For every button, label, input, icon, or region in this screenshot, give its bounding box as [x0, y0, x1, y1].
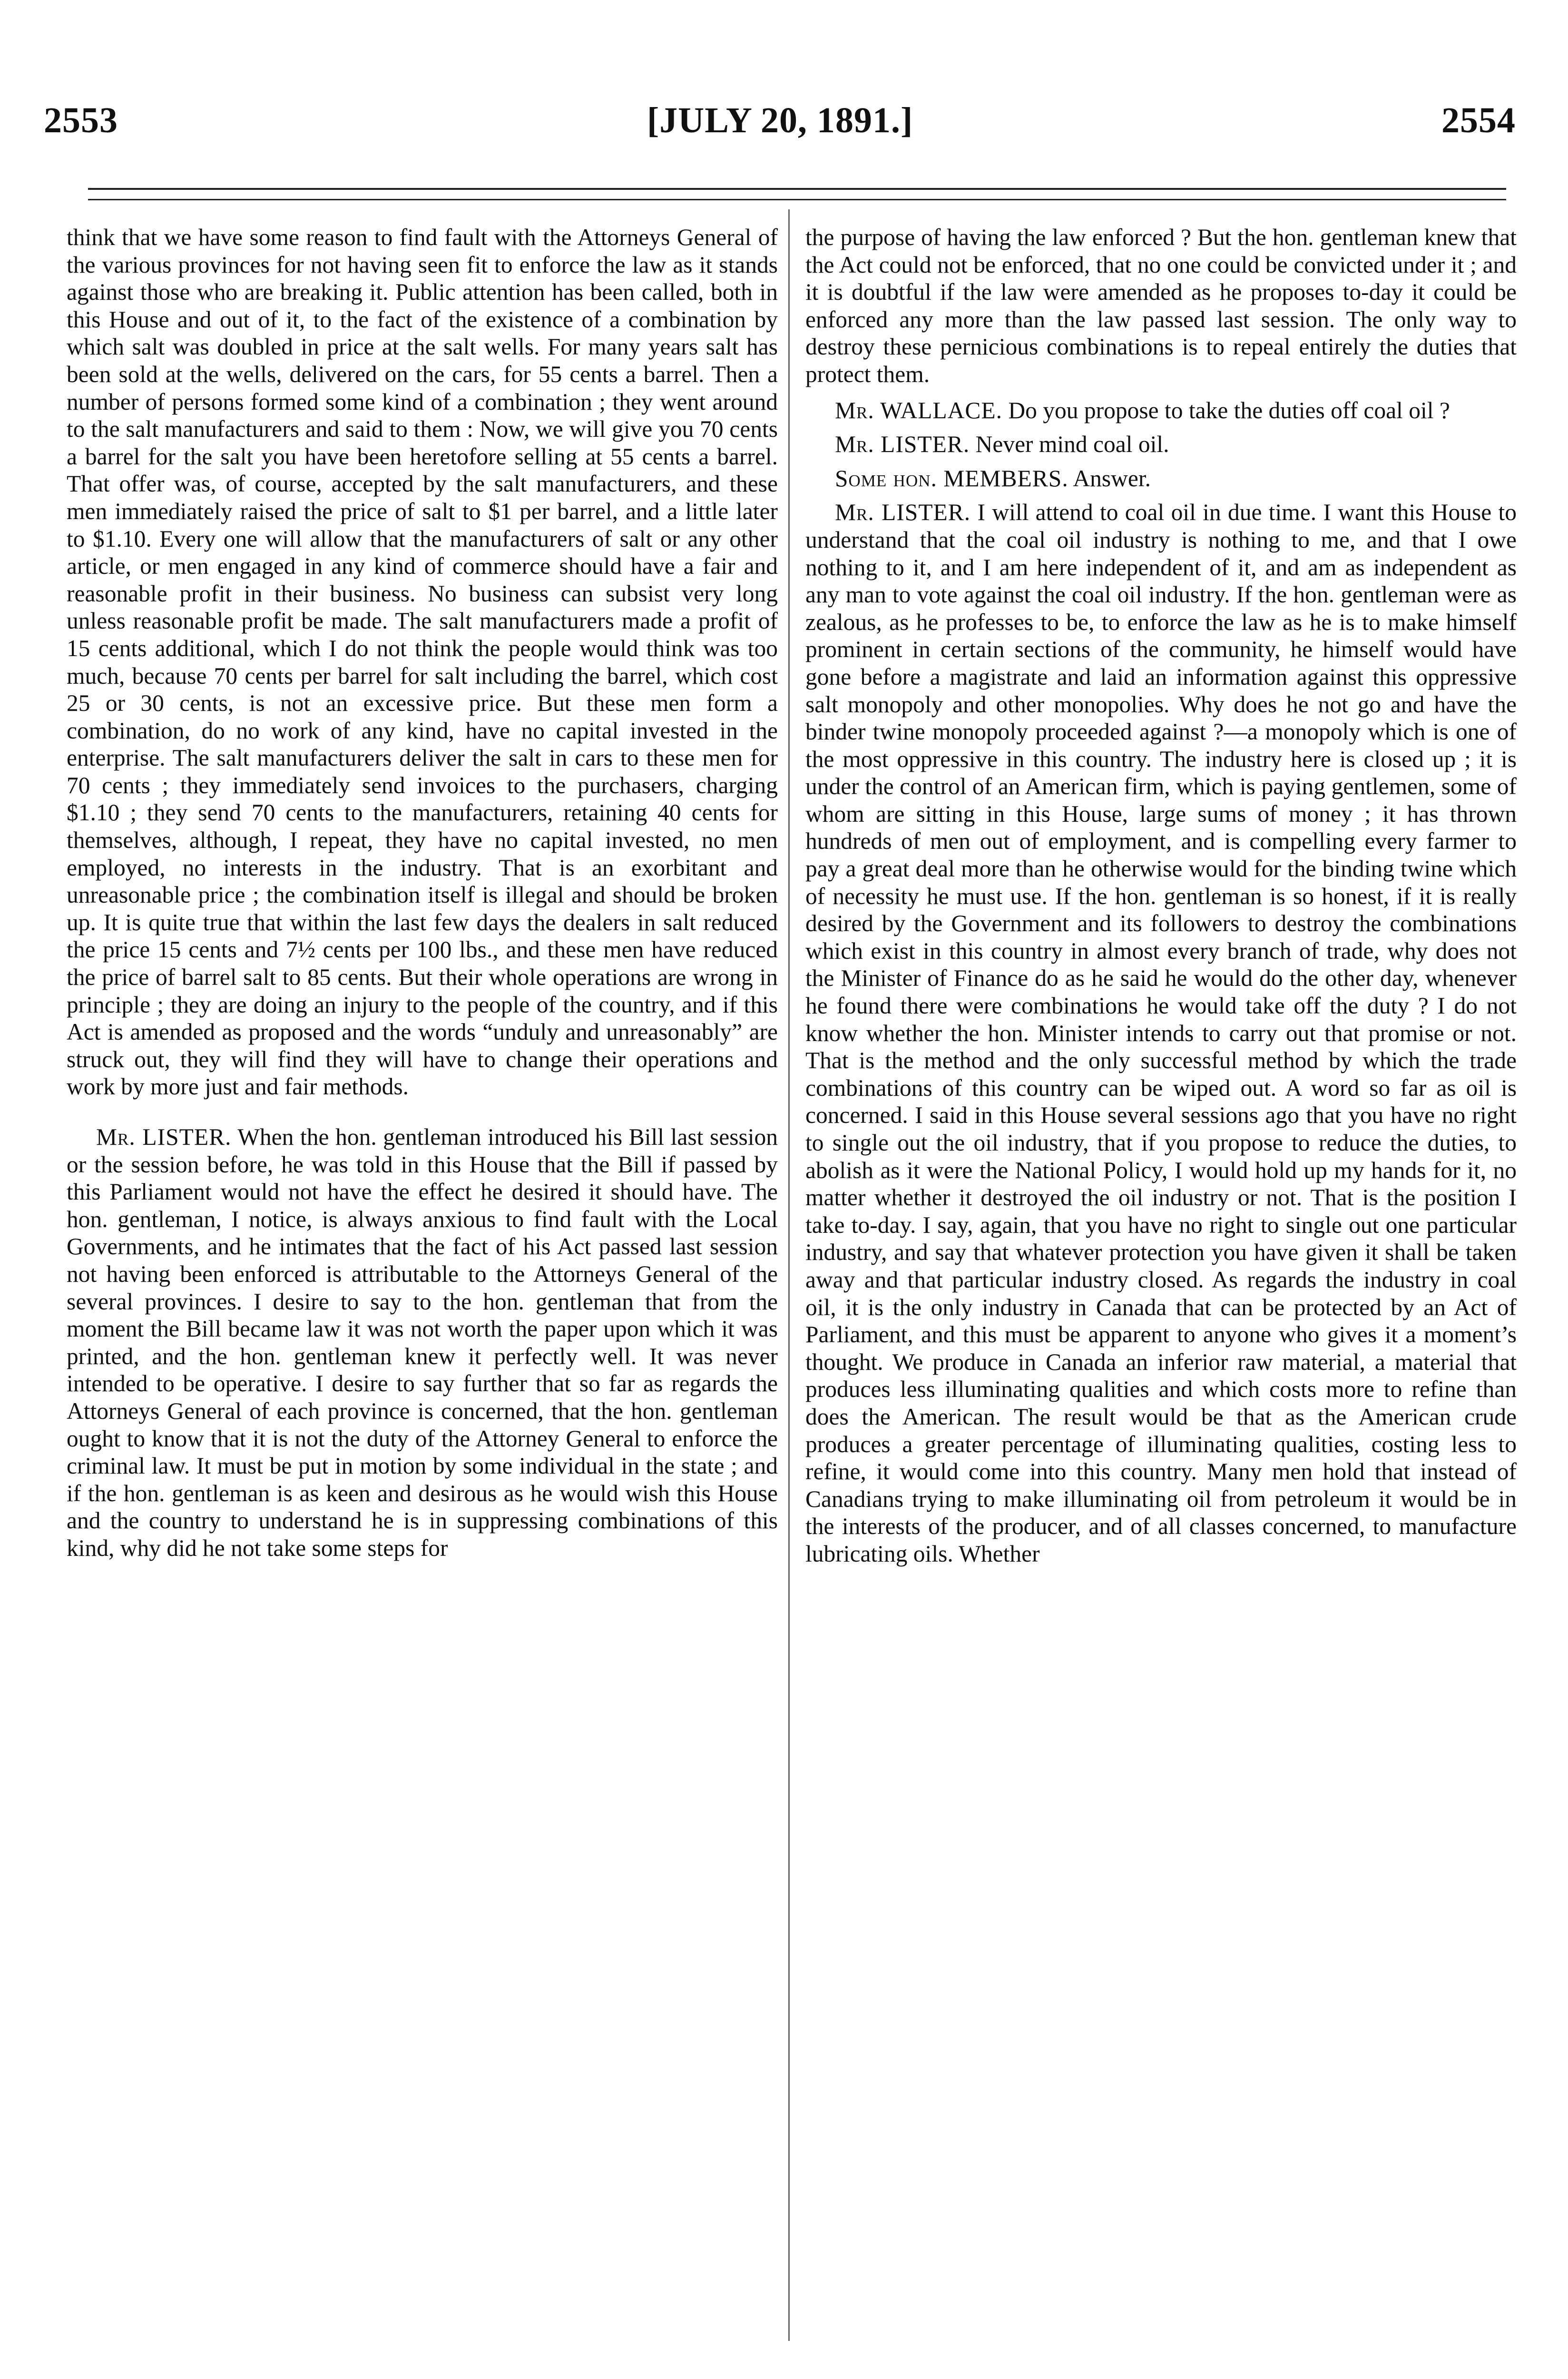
speaker-name: Mr. LISTER.	[835, 431, 970, 458]
right-page-number: 2554	[1441, 100, 1516, 140]
left-column	[67, 224, 778, 1571]
column-divider	[788, 209, 790, 2341]
speaker-name: Mr. LISTER.	[835, 499, 971, 526]
right-paragraph-wallace	[805, 397, 1517, 424]
speech-text: Do you propose to take the duties off coal oil ?	[1008, 397, 1450, 423]
left-paragraph-1: think that we have some reason to find fault with the Attorneys General of the various provinces for not having seen fit to enforce the law as it stands against those who are breaking it. Public attention has been called, both in this House and out of it, to the fact of the existence of a combination by which salt was doubled in price at the salt wells. For many years salt has been sold at the wells, delivered on the cars, for 55 cents a barrel. Then a number of persons formed some kind of a combination ; they went around to the salt manufacturers and said to them : Now, we will give you 70 cents a barrel for the salt you have been heretofore selling at 55 cents a barrel. That offer was, of course, accepted by the salt manufacturers, and these men immediately raised the price of salt to $1 per barrel, and a little later to $1.10. Every one will allow that the manufacturers of salt or any other article, or men engaged in any kind of commerce should have a fair and reasonable profit in their business. No business can subsist very long unless reasonable profit be made. The salt manufacturers made a profit of 15 cents additional, which I do not think the people would think was too much, because 70 cents per barrel for salt including the barrel, which cost 25 or 30 cents, is not an excessive price. But these men form a combination, do no work of any kind, have no capital invested in the enterprise. The salt manufacturers deliver the salt in cars to these men for 70 cents ; they immediately send invoices to the purchasers, charging $1.10 ; they send 70 cents to the manufacturers, retaining 40 cents for themselves, although, I repeat, they have no capital invested, no men employed, no interests in the industry. That is an exorbitant and unreasonable price ; the combination itself is illegal and should be broken up. It is quite true that within the last few days the dealers in salt reduced the price 15 cents and 7½ cents per 100 lbs., and these men have reduced the price of barrel salt to 85 cents. But their whole operations are wrong in principle ; they are doing an injury to the people of the country, and if this Act is amended as proposed and the words “unduly and unreasonably” are struck out, they will find they will have to change their operations and work by more just and fair methods.	[67, 224, 778, 1100]
header-rule-thin	[88, 199, 1506, 200]
speech-text: Answer.	[1073, 465, 1151, 492]
speaker-name: Mr. WALLACE.	[835, 397, 1003, 423]
page-date: [JULY 20, 1891.]	[647, 100, 913, 140]
right-paragraph-lister-1	[805, 431, 1517, 458]
speech-text: Never mind coal oil.	[975, 431, 1169, 458]
left-page-number: 2553	[44, 100, 118, 140]
header-rule	[88, 188, 1506, 190]
right-paragraph-1: the purpose of having the law enforced ? But the hon. gentleman knew that the Act could not be enforced, that no one could be convicted under it ; and it is doubtful if the law were amended as he proposes to-day it could be enforced any more than the law passed last session. The only way to destroy these pernicious combinations is to repeal entirely the duties that protect them.	[805, 224, 1517, 387]
speech-text: I will attend to coal oil in due time. I want this House to understand that the coal oil industry is nothing to me, and that I owe nothing to it, and I am here independent of it, and am as independent as any man to vote against the coal oil industry. If the hon. gentleman were as zealous, as he professes to be, to enforce the law as he is to make himself prominent in certain sections of the community, he himself would have gone before a magistrate and laid an information against this oppressive salt monopoly and other monopolies. Why does he not go and have the binder twine monopoly proceeded against ?—a monopoly which is one of the most oppressive in this country. The industry here is closed up ; it is under the control of an American firm, which is paying gentlemen, some of whom are sitting in this House, large sums of money ; it has thrown hundreds of men out of employment, and is compelling every farmer to pay a great deal more than he otherwise would for the binding twine which of necessity he must use. If the hon. gentleman is so honest, if it is really desired by the Government and its followers to destroy the combinations which exist in this country in almost every branch of trade, why does not the Minister of Finance do as he said he would do the other day, whenever he found there were combinations he would take off the duty ? I do not know whether the hon. Minister intends to carry out that promise or not. That is the method and the only successful method by which the trade combinations of this country can be wiped out. A word so far as oil is concerned. I said in this House several sessions ago that you have no right to single out the oil industry, that if you propose to reduce the duties, to abolish as it were the National Policy, I would hold up my hands for it, no matter whether it destroyed the oil industry or not. That is the position I take to-day. I say, again, that you have no right to single out one particular industry, and say that whatever protection you have given it shall be taken away and that particular industry closed. As regards the industry in coal oil, it is the only industry in Canada that can be protected by an Act of Parliament, and this must be apparent to anyone who gives it a moment’s thought. We produce in Canada an inferior raw material, a material that produces less illuminating qualities and which costs more to refine than does the American. The result would be that as the American crude produces a greater percentage of illuminating qualities, costing less to refine, it would come into this country. Many men hold that instead of Canadians trying to make illuminating oil from petroleum it would be in the interests of the producer, and of all classes concerned, to manufacture lubricating oils. Whether	[805, 499, 1517, 1567]
speaker-name: Some hon. MEMBERS.	[835, 465, 1068, 492]
right-column	[805, 224, 1517, 1574]
right-paragraph-members	[805, 465, 1517, 492]
left-paragraph-lister	[67, 1123, 778, 1562]
speech-text: When the hon. gentleman introduced his Bill last session or the session before, he was told in this House that the Bill if passed by this Parliament would not have the effect he desired it should have. The hon. gentleman, I notice, is always anxious to find fault with the Local Governments, and he intimates that the fact of his Act passed last session not having been enforced is attributable to the Attorneys General of the several provinces. I desire to say to the hon. gentleman that from the moment the Bill became law it was not worth the paper upon which it was printed, and the hon. gentleman knew it perfectly well. It was never intended to be operative. I desire to say further that so far as regards the Attorneys General of each province is concerned, that the hon. gentleman ought to know that it is not the duty of the Attorney General to enforce the criminal law. It must be put in motion by some individual in the state ; and if the hon. gentleman is as keen and desirous as he would wish this House and the country to understand he is in suppressing combinations of this kind, why did he not take some steps for	[67, 1124, 778, 1561]
right-paragraph-lister-2	[805, 499, 1517, 1567]
speaker-name: Mr. LISTER.	[96, 1124, 232, 1150]
